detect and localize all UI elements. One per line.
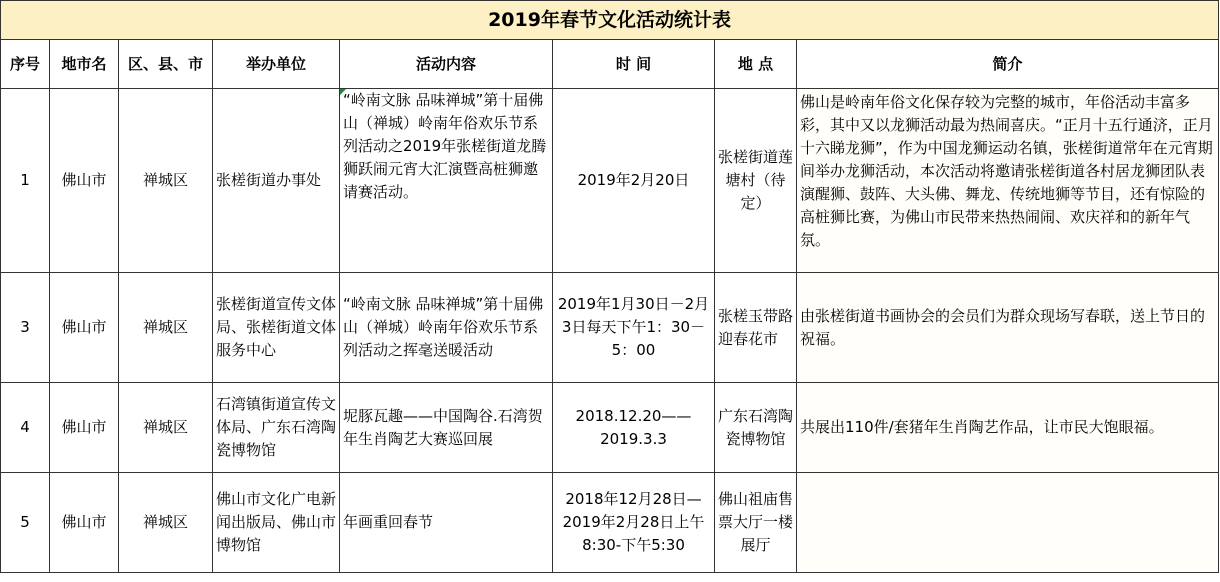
table-title: 2019年春节文化活动统计表 bbox=[1, 1, 1219, 40]
cell-time: 2019年1月30日－2月3日每天下午1：30－5：00 bbox=[553, 273, 715, 383]
table-row bbox=[1, 273, 1219, 383]
cell-content: 坭豚瓦趣——中国陶谷.石湾贺年生肖陶艺大赛巡回展 bbox=[340, 383, 553, 473]
cell-time: 2018.12.20——2019.3.3 bbox=[553, 383, 715, 473]
header-intro: 简介 bbox=[797, 40, 1219, 89]
cell-intro: 佛山是岭南年俗文化保存较为完整的城市，年俗活动丰富多彩，其中又以龙狮活动最为热闹喜庆。“正月十五行通济，正月十六睇龙狮”，作为中国龙狮运动名镇，张槎街道常年在元宵期间举办龙狮活动，本次活动将邀请张槎街道各村居龙狮团队表演醒狮、鼓阵、大头佛、舞龙、传统地狮等节目，还有惊险的高桩狮比赛，为佛山市民带来热热闹闹、欢庆祥和的新年气氛。 bbox=[797, 89, 1219, 273]
cell-seq: 4 bbox=[1, 383, 50, 473]
header-district: 区、县、市 bbox=[119, 40, 213, 89]
cell-place: 佛山祖庙售票大厅一楼展厅 bbox=[715, 473, 797, 573]
cell-place: 张槎街道莲塘村（待定） bbox=[715, 89, 797, 273]
header-content: 活动内容 bbox=[340, 40, 553, 89]
cell-content: “岭南文脉 品味禅城”第十届佛山（禅城）岭南年俗欢乐节系列活动之挥毫送暖活动 bbox=[340, 273, 553, 383]
cell-district: 禅城区 bbox=[119, 473, 213, 573]
table-row bbox=[1, 89, 1219, 273]
cell-city: 佛山市 bbox=[50, 89, 119, 273]
table-row bbox=[1, 383, 1219, 473]
table-row bbox=[1, 473, 1219, 573]
cell-city: 佛山市 bbox=[50, 473, 119, 573]
cell-city: 佛山市 bbox=[50, 273, 119, 383]
cell-time: 2019年2月20日 bbox=[553, 89, 715, 273]
cell-organizer: 佛山市文化广电新闻出版局、佛山市博物馆 bbox=[213, 473, 340, 573]
header-time: 时 间 bbox=[553, 40, 715, 89]
header-organizer: 举办单位 bbox=[213, 40, 340, 89]
header-place: 地 点 bbox=[715, 40, 797, 89]
cell-seq: 5 bbox=[1, 473, 50, 573]
cell-district: 禅城区 bbox=[119, 89, 213, 273]
cell-content: “岭南文脉 品味禅城”第十届佛山（禅城）岭南年俗欢乐节系列活动之2019年张槎街道龙腾狮跃闹元宵大汇演暨高桩狮邀请赛活动。 bbox=[340, 89, 553, 273]
cell-seq: 3 bbox=[1, 273, 50, 383]
cell-organizer: 张槎街道办事处 bbox=[213, 89, 340, 273]
cell-seq: 1 bbox=[1, 89, 50, 273]
cell-time: 2018年12月28日—2019年2月28日上午8:30-下午5:30 bbox=[553, 473, 715, 573]
cell-organizer: 石湾镇街道宣传文体局、广东石湾陶瓷博物馆 bbox=[213, 383, 340, 473]
header-row bbox=[1, 40, 1219, 89]
header-city: 地市名 bbox=[50, 40, 119, 89]
cell-city: 佛山市 bbox=[50, 383, 119, 473]
cell-place: 张槎玉带路迎春花市 bbox=[715, 273, 797, 383]
cell-district: 禅城区 bbox=[119, 273, 213, 383]
header-seq: 序号 bbox=[1, 40, 50, 89]
cell-intro: 由张槎街道书画协会的会员们为群众现场写春联，送上节日的祝福。 bbox=[797, 273, 1219, 383]
cell-content: 年画重回春节 bbox=[340, 473, 553, 573]
cell-organizer: 张槎街道宣传文体局、张槎街道文体服务中心 bbox=[213, 273, 340, 383]
cell-district: 禅城区 bbox=[119, 383, 213, 473]
cell-intro: 共展出110件/套猪年生肖陶艺作品，让市民大饱眼福。 bbox=[797, 383, 1219, 473]
cell-intro bbox=[797, 473, 1219, 573]
cell-place: 广东石湾陶瓷博物馆 bbox=[715, 383, 797, 473]
